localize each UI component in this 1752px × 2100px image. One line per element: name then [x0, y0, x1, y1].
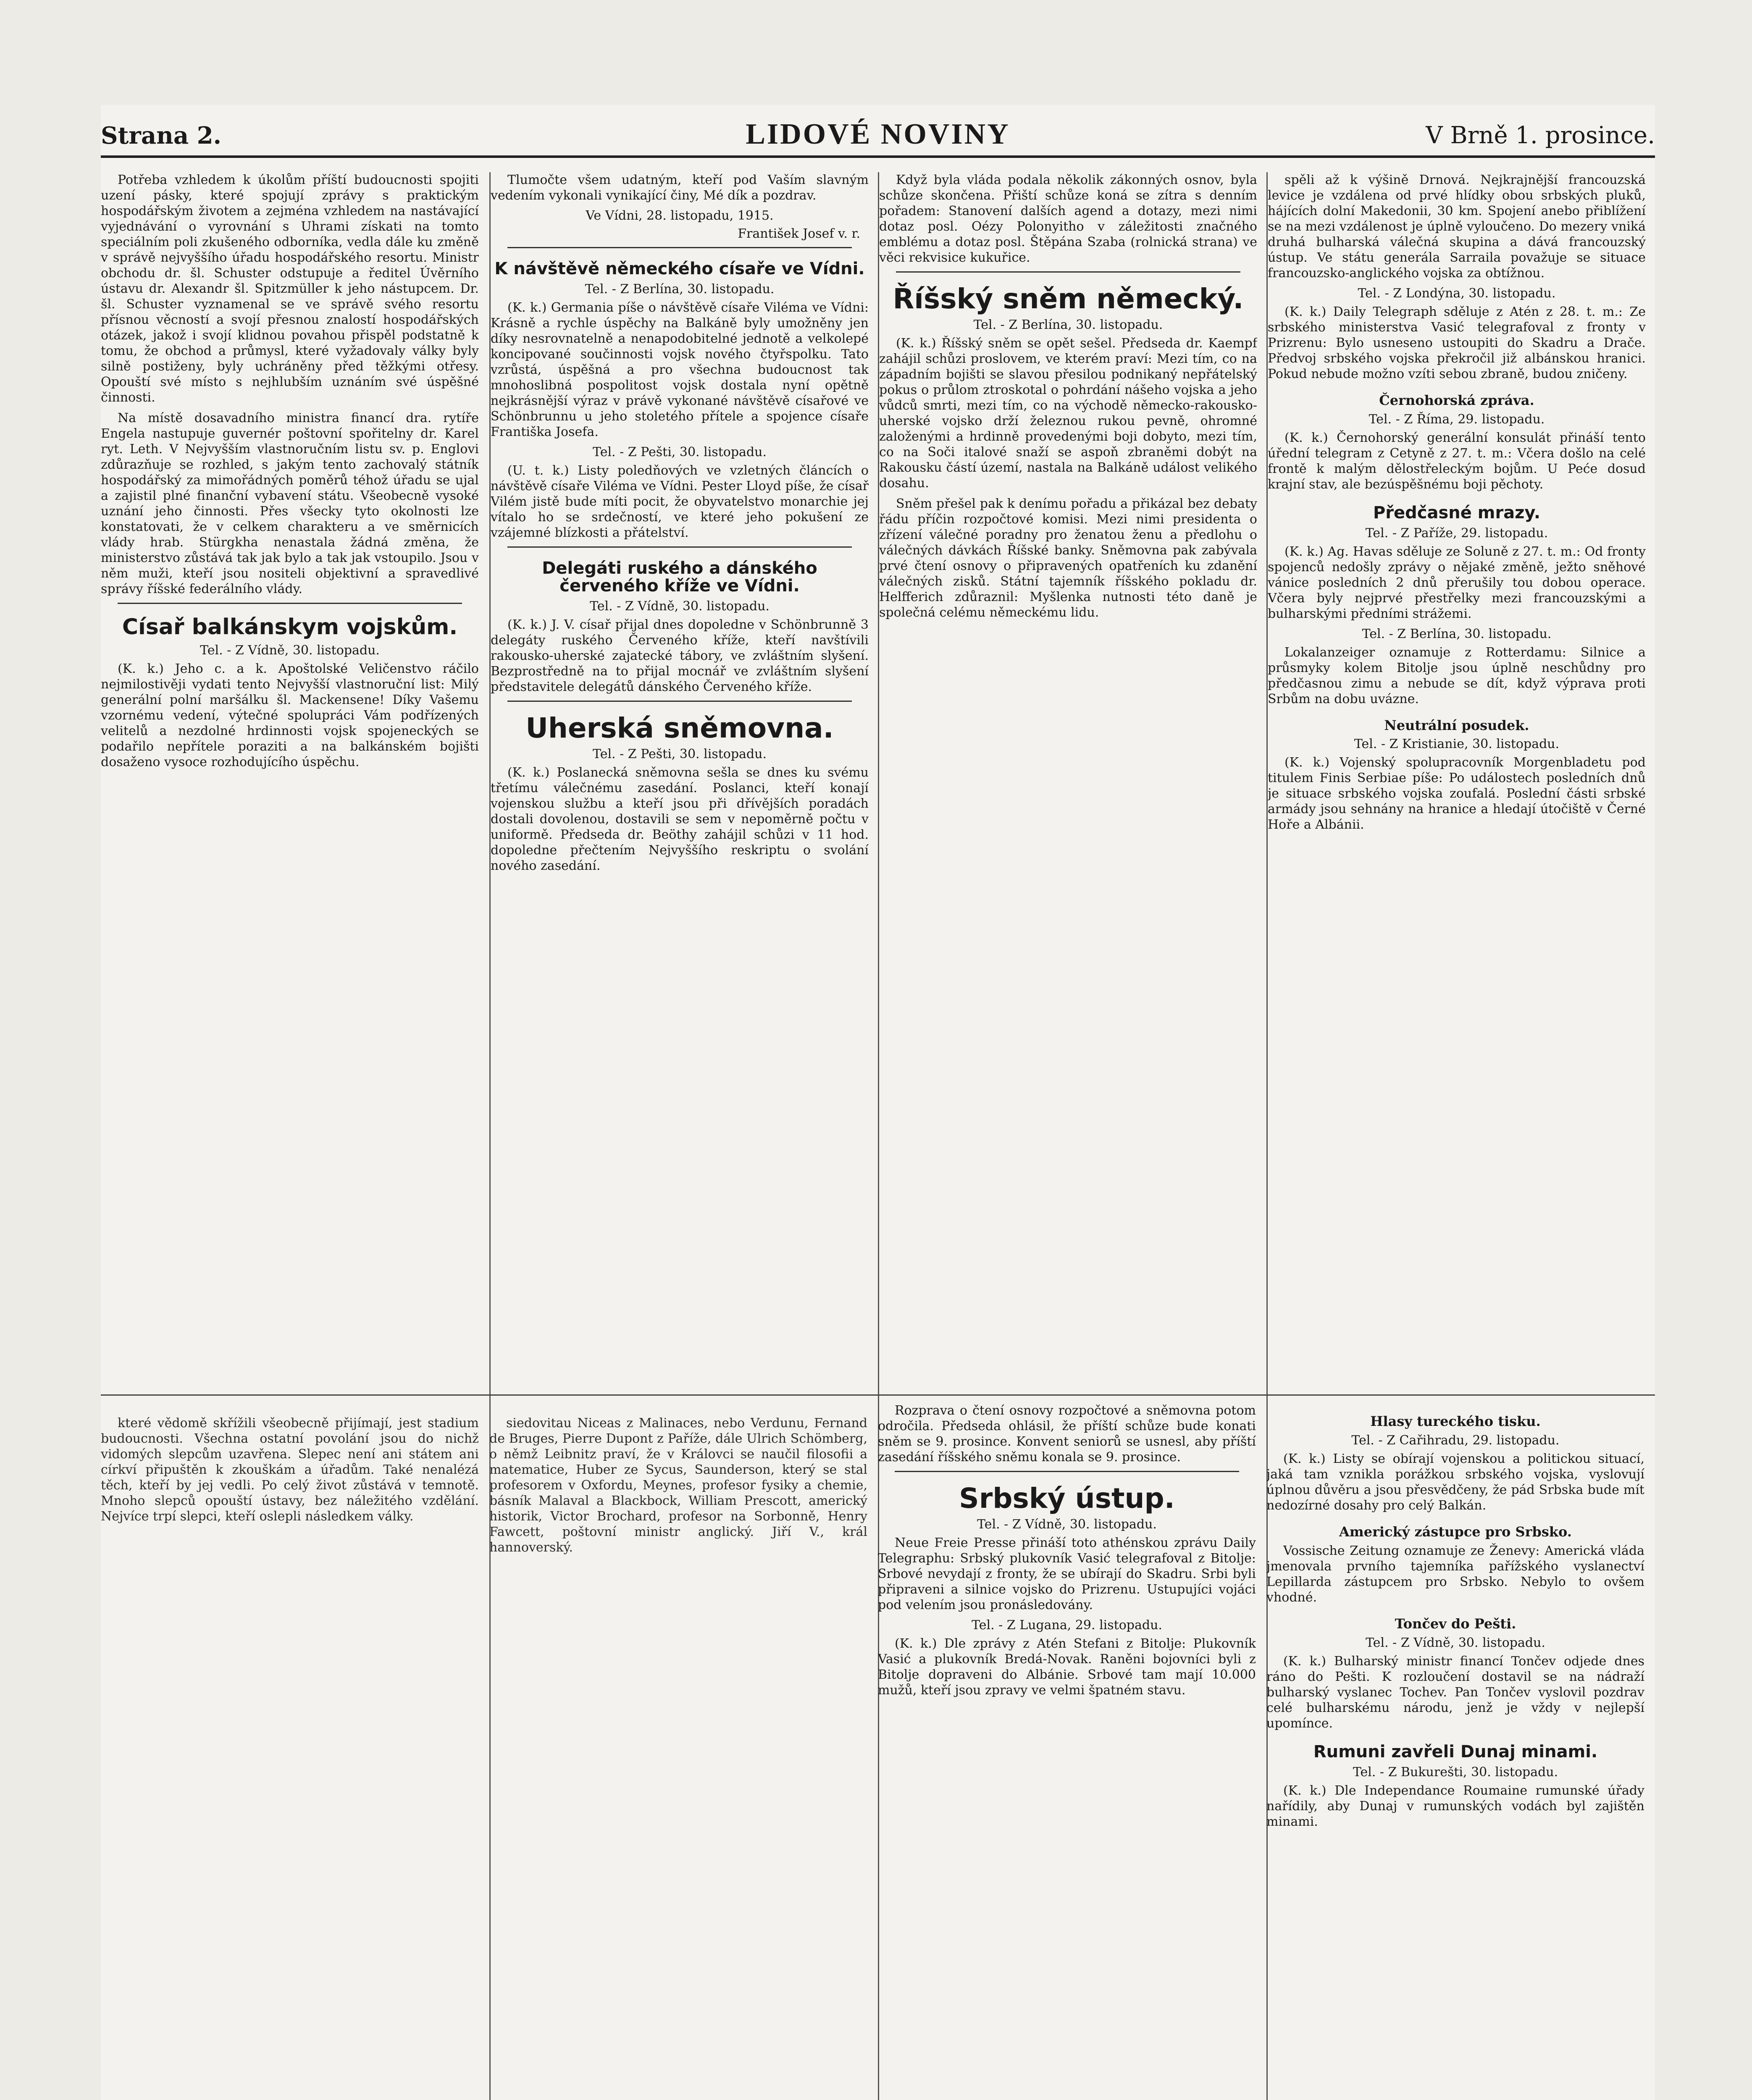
- early-frost-text: (K. k.) Ag. Havas sděluje ze Soluně z 27. t. m.: Od fronty spojenců nedošly zprávy o nějaké změně, ježto sněhové vánice posledních 2 dnů přerušily tou dobou operace. Včera byly nejprvé přestřelky mezi francouzskými a bulharskými předními strážemi.: [1268, 544, 1646, 621]
- dateline: Tel. - Z Vídně, 30. listopadu.: [590, 599, 770, 614]
- kaiser-visit-text: (K. k.) Germania píše o návštěvě císaře Viléma ve Vídni: Krásně a rychle úspěchy na Balkáně byly umožněny jen díky nesrovnatelně a nenapodobitelné jednotě a velkolepé koncipované součinnosti vojsk nového čtyřspolku. Tato vzrůstá, úspěšná a pro všechna budoucnost tak mnohoslibná pospolitost vojsk dostala nyní opětně nejkrásnější výraz v právě vykonané návštěvě císařové ve Schönbrunnu u jeho stoletého přítele a spojence císaře Františka Josefa.: [491, 300, 869, 439]
- headline-hungarian-parliament: Uherská sněmovna.: [525, 712, 834, 744]
- lower-column-1: [101, 1403, 479, 2100]
- reichstag-ending: Rozprava o čtení osnovy rozpočtové a sněmovna potom odročila. Předseda ohlásil, že příští schůze bude konati sněm se 9. prosince. Konvent seniorů se usnesl, aby příští zasedání říšského sněmu konala se 9. prosince.: [878, 1403, 1256, 1465]
- red-cross-text: (K. k.) J. V. císař přijal dnes dopoledne v Schönbrunně 3 delegáty ruského Červeného kříže, kteří navštívili rakousko-uherské zajatecké tábory, ve zvláštním slyšení. Bezprostředně na to přijal mocnář ve zvláštním slyšení představitele delegátů dánského Červeného kříže.: [491, 617, 869, 694]
- montenegro-text: (K. k.) Černohorský generální konsulát přináší tento úřední telegram z Cetyně z 27. t. m.: Včera došlo na celé frontě k malým dělostřeleckým bojům. U Peće dosud krajní stav, ale bezúspěšnému boji pěchoty.: [1268, 430, 1646, 492]
- letter-date: Ve Vídni, 28. listopadu, 1915.: [586, 208, 774, 223]
- front-report: spěli až k výšině Drnová. Nejkrajnější francouzská levice je vzdálena od prvé hlídky obou srbských pluků, hájících dolní Makedonii, 30 km. Spojení anebo přiblížení se na mezi vzdálenost je úplně vyloučeno. Do mezery vniká druhá bulharská válečná skupina a dává francouzský ústup. Ve státu generála Sarraila považuje se situace francouzsko-anglického vojska za obtížnou.: [1268, 173, 1646, 281]
- headline-early-frost: Předčasné mrazy.: [1373, 503, 1541, 522]
- divider: [118, 603, 462, 604]
- dateline: Tel. - Z Vídně, 30. listopadu.: [1366, 1635, 1545, 1650]
- dateline: Tel. - Z Berlína, 30. listopadu.: [973, 318, 1163, 333]
- headline-montenegro: Černohorská zpráva.: [1379, 392, 1534, 408]
- hungarian-parliament-text: (K. k.) Poslanecká sněmovna sešla se dnes ku svému třetímu válečnému zasedání. Poslanci, kteří konají vojenskou službu a kteří jsou při dřívějších poradách dostali dovolenou, dostavili se sem v nepoměrně počtu v uniformě. Předseda dr. Beöthy zahájil schůzi v 11 hod. dopoledne přečtením Nejvyššího reskriptu o svolání nového zasedání.: [491, 765, 869, 874]
- headline-turkish-press: Hlasy tureckého tisku.: [1370, 1413, 1541, 1429]
- dateline: Tel. - Z Pešti, 30. listopadu.: [593, 445, 767, 459]
- dateline: Tel. - Z Paříže, 29. listopadu.: [1365, 525, 1548, 541]
- headline-red-cross: Delegáti ruského a dánského červeného kříže ve Vídni.: [542, 559, 817, 596]
- blind-article: které vědomě skřížili všeobecně přijímají, jest stadium budoucnosti. Všechna ostatní povolání jsou do nichž vidomých slepcům uzavřena. Slepec není ani státem ani církví připuštěn k zkouškám a úřadům. Také nenalézá těch, kteří by jej vedli. Po celý život zůstává v temnotě. Mnoho slepců opouští ústavy, bez náležitého vzdělání. Nejvíce trpí slepci, kteří oslepli následkem války.: [101, 1416, 479, 1524]
- dateline: Tel. - Z Berlína, 30. listopadu.: [1362, 626, 1552, 641]
- dateline: Tel. - Z Říma, 29. listopadu.: [1369, 412, 1545, 427]
- turkish-press-text: (K. k.) Listy se obírají vojenskou a politickou situací, jaká tam vznikla porážkou srbského vojska, vyslovují úplnou důvěru a jsou přesvědčeny, že pád Srbska bude mít nedozírné dosahy pro celý Balkán.: [1266, 1451, 1644, 1513]
- blind-famous-list: siedovitau Niceas z Malinaces, nebo Verdunu, Fernand de Bruges, Pierre Dupont z Paříže, dále Ulrich Schömberg, o němž Leibnitz praví, že v Královci se naučil filosofii a matematice, Huber ze Sycus, Saunderson, který se stal profesorem v Oxfordu, Meynes, profesor fysiky a chemie, básník Malaval a Blackbock, William Prescott, americký historik, Victor Brochard, profesor na Sorbonně, Henry Fawcett, poštovní ministr anglický. Jiří V., král hannoverský.: [489, 1416, 867, 1555]
- headline-emperor-letter: Císař balkánskym vojskům.: [122, 614, 458, 640]
- reichstag-text-more: Sněm přešel pak k denímu pořadu a přikázal bez debaty řádu příčin rozpočtové komisi. Mezi nimi presidenta o zřízení válečné poradny pro ženatou ženu a předlohu o válečných dávkách Říšské banky. Sněmovna pak zabývala prvé čtení osnovy o připravených opatřeních ku zdanění válečných zisků. Státní tajemník říšského pokladu dr. Helfferich zdůraznil: Myšlenka nutnosti této daně je společná celému německému lidu.: [879, 496, 1257, 620]
- cabinet-article: Potřeba vzhledem k úkolům příští budoucnosti spojiti uzení pásky, které spojují zprávy s praktickým hospodářským životem a zejména vzhledem na nastávající vyjednávání o vyrovnání s Uhrami získati na tomto speciálním poli zkušeného odborníka, vedla dále ku změně v správě nejvyššího úřadu hospodářského resortu. Ministr obchodu dr. šl. Schuster odstupuje a ředitel Úvěrního ústavu dr. Alexandr šl. Spitzmüller k jeho nástupcem. Dr. šl. Schuster vyznamenal se ve správě svého resortu přísnou věcností a svojí přesnou znalostí hospodářských otázek, jakož i svojí klidnou povahou přispěl podstatně k tomu, že obchod a průmysl, které vyžadovaly války byly silně postiženy, byly uchráněny před těžkými otřesy. Opouští své místo s nejhlubším uznáním své úspěšné činnosti.: [101, 173, 479, 405]
- dateline: Tel. - Z Bukurešti, 30. listopadu.: [1353, 1764, 1558, 1780]
- dateline: Tel. - Z Pešti, 30. listopadu.: [593, 747, 767, 762]
- neutral-opinion-text: (K. k.) Vojenský spolupracovník Morgenbladetu pod titulem Finis Serbiae píše: Po událostech posledních dnů je situace srbského vojska zoufalá. Poslední části srbské armády jsou sehnány na hranice a hledají útočiště v Černé Hoře a Albánii.: [1268, 755, 1646, 832]
- dateline: Tel. - Z Vídně, 30. listopadu.: [977, 1517, 1157, 1532]
- masthead-bar: [101, 118, 1655, 158]
- divider: [507, 247, 852, 248]
- headline-neutral-opinion: Neutrální posudek.: [1384, 717, 1529, 733]
- reichstag-text: (K. k.) Říšský sněm se opět sešel. Předseda dr. Kaempf zahájil schůzi proslovem, ve kterém praví: Mezi tím, co na západním bojišti se slavou přesilou podnikaný nepřátelský pokus o průlom ztroskotal o pohrdání nášeho vojska a jeho vůdců smrti, mezi tím, co na východě německo-rakousko-uherské vojsko drží železnou rukou pevně, ohromné založenými a hrdinně provedenými boji dobyto, mezi tím, co na Soči italové snaží se aspoň zbraněmi dobýt na Rakousku částí území, nastala na Balkáně událost velikého dosahu.: [879, 336, 1257, 491]
- fold-rule: [101, 1394, 1655, 1396]
- masthead-title: LIDOVÉ NOVINY: [746, 118, 1010, 150]
- dateline: Tel. - Z Kristianie, 30. listopadu.: [1354, 737, 1560, 752]
- tonchev-text: (K. k.) Bulharský ministr financí Tončev odjede dnes ráno do Pešti. K rozloučení dostavil se na nádraží bulharský vyslanec Tochev. Pan Tončev vyslovil pozdrav celé bulharskému národu, jenž je vždy v nejlepší upomínce.: [1266, 1654, 1644, 1731]
- lower-column-4: [1266, 1403, 1644, 2100]
- early-frost-text-2: Lokalanzeiger oznamuje z Rotterdamu: Silnice a průsmyky kolem Bitolje jsou úplně neschůdny pro předčasnou zimu a nebude se dít, když výprava proti Srbům na dobu uvázne.: [1268, 645, 1646, 706]
- letter-ending: Tlumočte všem udatným, kteří pod Vaším slavným vedením vykonali vynikající činy, Mé dík a pozdrav.: [491, 173, 869, 203]
- kaiser-visit-budapest-text: (U. t. k.) Listy poledňových ve vzletných článcích o návštěvě císaře Viléma ve Vídni. Pester Lloyd píše, že císař Vilém jistě bude míti pocit, že obyvatelstvo monarchie jej vítalo ho se srdečností, ve které jeho pokušení ze vzájemné blízkosti a přátelství.: [491, 463, 869, 540]
- serbian-retreat-text: Neue Freie Presse přináší toto athénskou zprávu Daily Telegraphu: Srbský plukovník Vasić telegrafoval z Bitolje: Srbové nevydají z fronty, že se ubírají do Skadru. Srbi byli připraveni a silnice vojsko do Prizrenu. Ustupujíci vojáci pod velením jsou pronásledovány.: [878, 1536, 1256, 1613]
- headline-reichstag: Říšský sněm německý.: [893, 283, 1244, 315]
- finance-minister-article: Na místě dosavadního ministra financí dra. rytíře Engela nastupuje guvernér poštovní spořitelny dr. Karel ryt. Leth. V Nejvyšším vlastnoručním listu sv. p. Englovi zdůrazňuje se rozhled, s jakým tento zachovalý státník hospodářský za mimořádných poměrů téhož úřadu se ujal a zajistil plné finanční vybavení státu. Všeobecně vysoké uznání jeho činnosti. Přes všecky tyto okolnosti lze konstatovati, že v celkem charakteru a ve směrnicích vlády hrab. Stürgkha nenastala žádná změna, že ministerstvo zůstává tak jak bylo a tak jak vstoupilo. Jsou v něm muži, kteří jsou nositeli objektivní a spravedlivé správy říšské federálního vlády.: [101, 411, 479, 596]
- headline-american-envoy: Americký zástupce pro Srbsko.: [1339, 1523, 1572, 1540]
- headline-serbian-retreat: Srbský ústup.: [959, 1482, 1175, 1515]
- newspaper-page: [101, 105, 1655, 2100]
- divider: [896, 271, 1240, 273]
- dateline: Tel. - Z Lugana, 29. listopadu.: [972, 1618, 1162, 1633]
- parliament-continued: Když byla vláda podala několik zákonných osnov, byla schůze skončena. Přiští schůze koná se zítra s denním pořadem: Stanovení dalších agend a dotazy, mezi nimi dotaz posl. Oézy Polonyitho v záležitosti značného emblému a dotaz posl. Štěpána Szaba (rolnická strana) ve věci rekvisice kukuřice.: [879, 173, 1257, 265]
- lower-column-3: [878, 1403, 1256, 2100]
- danube-mines-text: (K. k.) Dle Independance Roumaine rumunské úřady nařídily, aby Dunaj v rumunských vodách byl zajištěn minami.: [1266, 1783, 1644, 1829]
- american-envoy-text: Vossische Zeitung oznamuje ze Ženevy: Americká vláda jmenovala prvního tajemníka pařížského vyslanectví Lepillarda zástupcem pro Srbsko. Nebylo to ovšem vhodné.: [1266, 1544, 1644, 1605]
- page-number: Strana 2.: [101, 122, 222, 150]
- divider: [507, 701, 852, 702]
- london-report: (K. k.) Daily Telegraph sděluje z Atén z 28. t. m.: Ze srbského ministerstva Vasić telegrafoval z fronty v Prizrenu: Bylo usneseno ustoupiti do Skadru a Drače. Předvoj srbského vojska překročil již albánskou hranici. Pokud nebude možno vzíti sebou zbraně, budou zničeny.: [1268, 304, 1646, 381]
- issue-date: V Brně 1. prosince.: [1426, 122, 1655, 149]
- divider: [895, 1471, 1239, 1472]
- divider: [507, 546, 852, 548]
- headline-kaiser-visit: K návštěvě německého císaře ve Vídni.: [494, 259, 865, 278]
- dateline: Tel. - Z Cařihradu, 29. listopadu.: [1351, 1433, 1560, 1448]
- dateline: Tel. - Z Londýna, 30. listopadu.: [1358, 286, 1556, 301]
- headline-danube-mines: Rumuni zavřeli Dunaj minami.: [1313, 1742, 1598, 1761]
- dateline: Tel. - Z Berlína, 30. listopadu.: [585, 282, 775, 297]
- emperor-letter-text: (K. k.) Jeho c. a k. Apoštolské Veličenstvo ráčilo nejmilostivěji vydati tento Nejvyšší vlastnoruční list: Milý generální polní maršálku šl. Mackensene! Díky Vašemu vzornému vedení, výtečné spolupráci Vám podřízených velitelů a nezdolné hrdinnosti vojsk spojeneckých se podařilo nepřítele poraziti a na balkánském bojišti dosaženo vysoce rozhodujícího úspěchu.: [101, 661, 479, 769]
- lower-column-2: [489, 1403, 867, 2100]
- dateline: Tel. - Z Vídně, 30. listopadu.: [200, 643, 380, 658]
- letter-signature: František Josef v. r.: [738, 226, 860, 241]
- serbian-retreat-text-2: (K. k.) Dle zprávy z Atén Stefani z Bitolje: Plukovník Vasić a plukovník Bredá-Novak. Raněni bojovníci byli z Bitolje dopraveni do Albánie. Srbové tam mají 10.000 mužů, kteří jsou zpravy ve velmi špatném stavu.: [878, 1636, 1256, 1698]
- headline-tonchev: Tončev do Pešti.: [1395, 1616, 1516, 1632]
